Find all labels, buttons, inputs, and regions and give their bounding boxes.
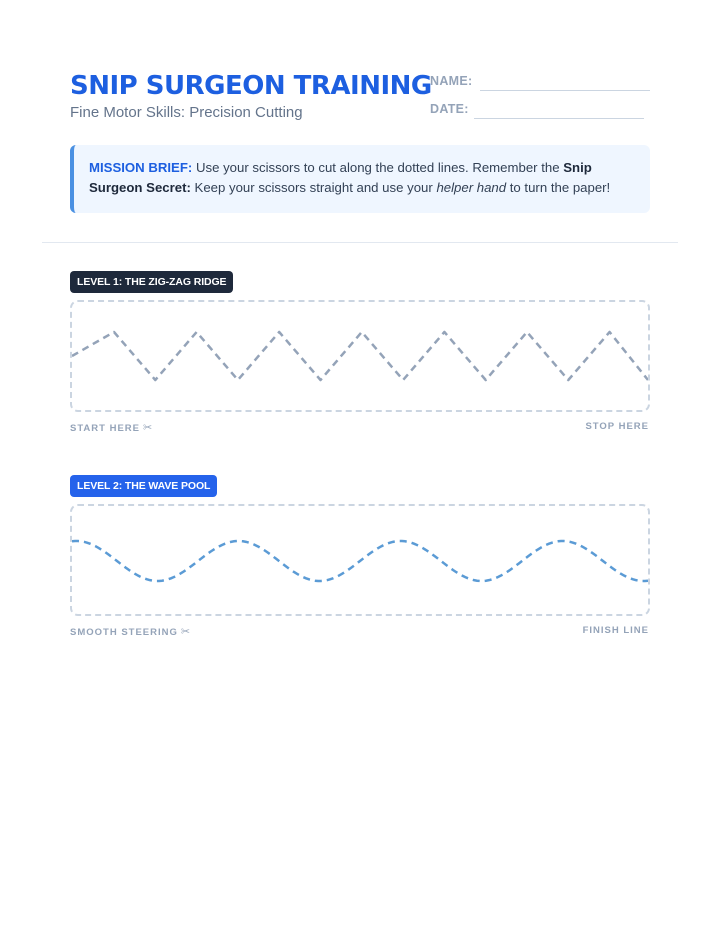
page-title: SNIP SURGEON TRAINING	[70, 71, 432, 101]
header	[70, 70, 650, 130]
divider	[42, 242, 678, 243]
date-field[interactable]	[430, 100, 650, 128]
name-field[interactable]	[430, 72, 650, 100]
wave-cut-line[interactable]	[72, 506, 648, 614]
level-1-cut-box	[70, 300, 650, 412]
wave-path	[72, 541, 648, 581]
level-2-cut-box	[70, 504, 650, 616]
scissors-icon: ✂	[143, 422, 153, 434]
brief-text: Use your scissors to cut along the dotted lines. Remember the	[192, 160, 564, 175]
start-label: SMOOTH STEERING	[70, 627, 178, 638]
student-fields	[430, 72, 650, 128]
level-1-start-caption	[70, 421, 152, 434]
level-2-tag: LEVEL 2: THE WAVE POOL	[70, 475, 217, 497]
scissors-icon: ✂	[180, 626, 191, 638]
brief-keyword: MISSION BRIEF:	[89, 160, 193, 175]
name-label: NAME:	[430, 74, 473, 88]
level-1-stop-caption: STOP HERE	[585, 421, 649, 432]
start-label: START HERE	[70, 423, 140, 434]
name-line[interactable]	[480, 90, 650, 91]
date-line[interactable]	[474, 118, 644, 119]
zigzag-cut-line[interactable]	[72, 302, 648, 410]
level-1-tag: LEVEL 1: THE ZIG-ZAG RIDGE	[70, 271, 233, 293]
date-label: DATE:	[430, 102, 469, 116]
zigzag-path	[72, 332, 648, 380]
mission-brief	[70, 145, 650, 213]
brief-text: Keep your scissors straight and use your	[190, 180, 437, 195]
level-2-finish-caption: FINISH LINE	[582, 625, 649, 636]
brief-bold: Snip Surgeon Secret:	[89, 160, 592, 195]
brief-italic: helper hand	[436, 180, 507, 195]
brief-text: to turn the paper!	[506, 180, 611, 195]
level-2-start-caption	[70, 625, 190, 638]
page-subtitle: Fine Motor Skills: Precision Cutting	[70, 104, 303, 121]
